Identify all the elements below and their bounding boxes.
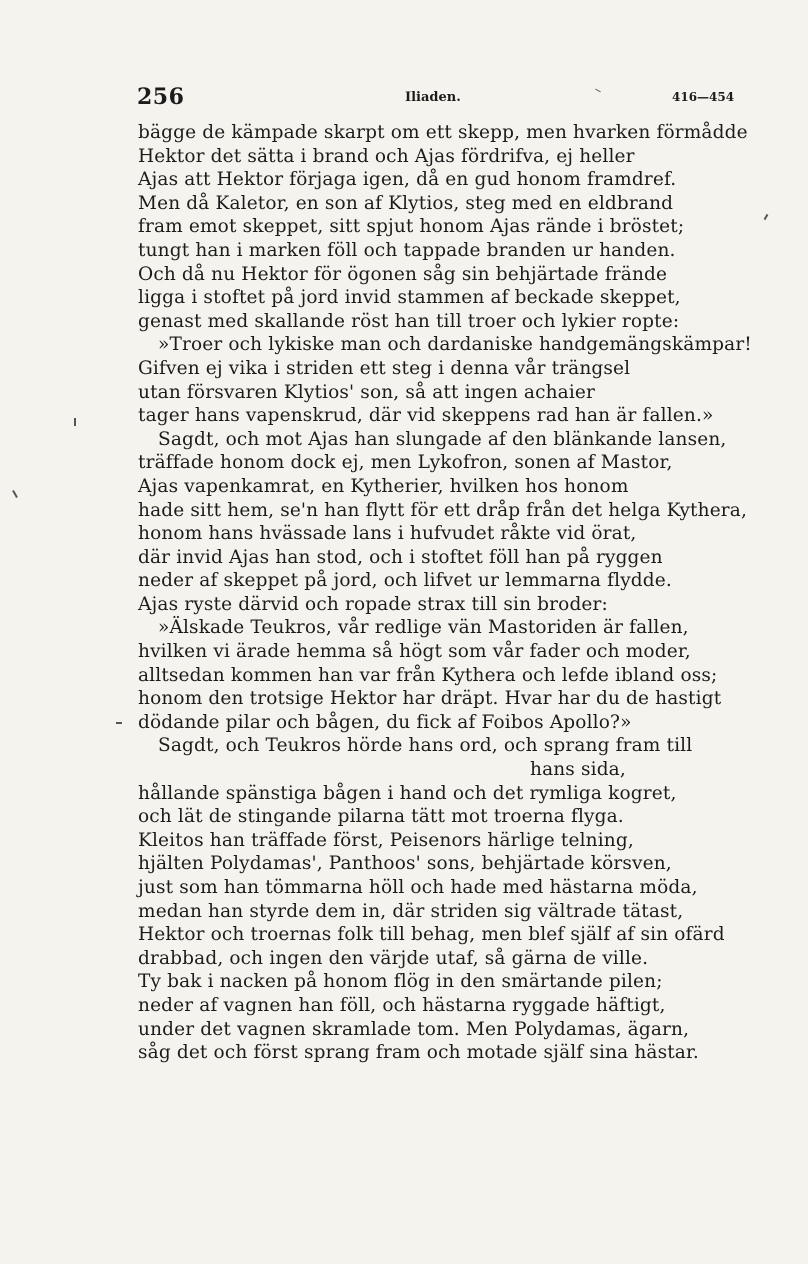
scan-speck	[116, 722, 122, 724]
text-line: utan försvaren Klytios' son, så att ingen achaier	[138, 381, 596, 403]
text-line: honom hans hvässade lans i hufvudet råkte vid örat,	[138, 523, 637, 545]
text-line: neder af vagnen han föll, och hästarna ryggade häftigt,	[138, 994, 666, 1016]
text-line: alltsedan kommen han var från Kythera och lefde ibland oss;	[138, 664, 718, 686]
running-title: Iliaden.	[405, 90, 461, 105]
text-line: bägge de kämpade skarpt om ett skepp, men hvarken förmådde	[138, 122, 748, 143]
text-line: Sagdt, och Teukros hörde hans ord, och sprang fram till	[158, 735, 693, 757]
text-line: hjälten Polydamas', Panthoos' sons, behjärtade körsven,	[138, 853, 672, 875]
text-line: såg det och först sprang fram och motade själf sina hästar.	[138, 1042, 699, 1064]
text-line: hade sitt hem, se'n han flytt för ett dråp från det helga Kythera,	[138, 499, 748, 521]
text-line: hållande spänstiga bågen i hand och det rymliga kogret,	[138, 782, 677, 804]
text-line: Gifven ej vika i striden ett steg i denna vår trängsel	[138, 357, 631, 379]
text-line: dödande pilar och bågen, du fick af Foibos Apollo?»	[138, 711, 632, 733]
text-line: Hektor och troernas folk till behag, men blef själf af sin ofärd	[138, 924, 725, 946]
text-line: träffade honom dock ej, men Lykofron, sonen af Mastor,	[138, 452, 673, 474]
text-line: hvilken vi ärade hemma så högt som vår fader och moder,	[138, 641, 691, 663]
text-line: fram emot skeppet, sitt spjut honom Ajas rände i bröstet;	[138, 216, 685, 238]
page-number: 256	[137, 84, 185, 110]
text-line: där invid Ajas han stod, och i stoftet föll han på ryggen	[138, 546, 663, 568]
text-line: Ty bak i nacken på honom flög in den smärtande pilen;	[138, 971, 663, 993]
verse-line-range: 416—454	[672, 90, 735, 104]
text-line-overflow: hans sida,	[530, 759, 626, 781]
text-line: ligga i stoftet på jord invid stammen af beckade skeppet,	[138, 287, 681, 309]
text-line: Ajas att Hektor förjaga igen, då en gud honom framdref.	[138, 169, 677, 191]
text-line: Ajas ryste därvid och ropade strax till sin broder:	[138, 593, 608, 615]
scan-speck	[764, 214, 769, 220]
poem-text	[138, 121, 752, 1065]
text-line: drabbad, och ingen den värjde utaf, så gärna de ville.	[138, 947, 649, 969]
text-line: honom den trotsige Hektor har dräpt. Hvar har du de hastigt	[138, 688, 722, 710]
text-line: just som han tömmarna höll och hade med hästarna möda,	[138, 877, 698, 898]
text-line: »Älskade Teukros, vår redlige vän Mastoriden är fallen,	[158, 617, 689, 639]
text-line: Ajas vapenkamrat, en Kytherier, hvilken hos honom	[138, 475, 629, 497]
text-line: Och då nu Hektor för ögonen såg sin behjärtade frände	[138, 263, 668, 285]
text-line: tungt han i marken föll och tappade branden ur handen.	[138, 239, 676, 261]
text-line: medan han styrde dem in, där striden sig vältrade tätast,	[138, 900, 684, 922]
scan-speck	[12, 490, 18, 498]
text-line: genast med skallande röst han till troer och lykier ropte:	[138, 310, 680, 332]
text-line: tager hans vapenskrud, där vid skeppens rad han är fallen.»	[138, 405, 714, 427]
text-line: under det vagnen skramlade tom. Men Polydamas, ägarn,	[138, 1018, 690, 1040]
text-line: Men då Kaletor, en son af Klytios, steg med en eldbrand	[138, 192, 674, 214]
text-line: Hektor det sätta i brand och Ajas fördrifva, ej heller	[138, 145, 635, 167]
text-line: »Troer och lykiske man och dardaniske handgemängskämpar!	[158, 334, 752, 356]
text-line: Kleitos han träffade först, Peisenors härlige telning,	[138, 829, 634, 851]
text-line: och lät de stingande pilarna tätt mot troerna flyga.	[138, 806, 624, 828]
text-line: neder af skeppet på jord, och lifvet ur lemmarna flydde.	[138, 570, 672, 592]
text-line: Sagdt, och mot Ajas han slungade af den blänkande lansen,	[158, 428, 727, 450]
scan-speck	[74, 418, 76, 426]
page-header	[0, 84, 808, 114]
